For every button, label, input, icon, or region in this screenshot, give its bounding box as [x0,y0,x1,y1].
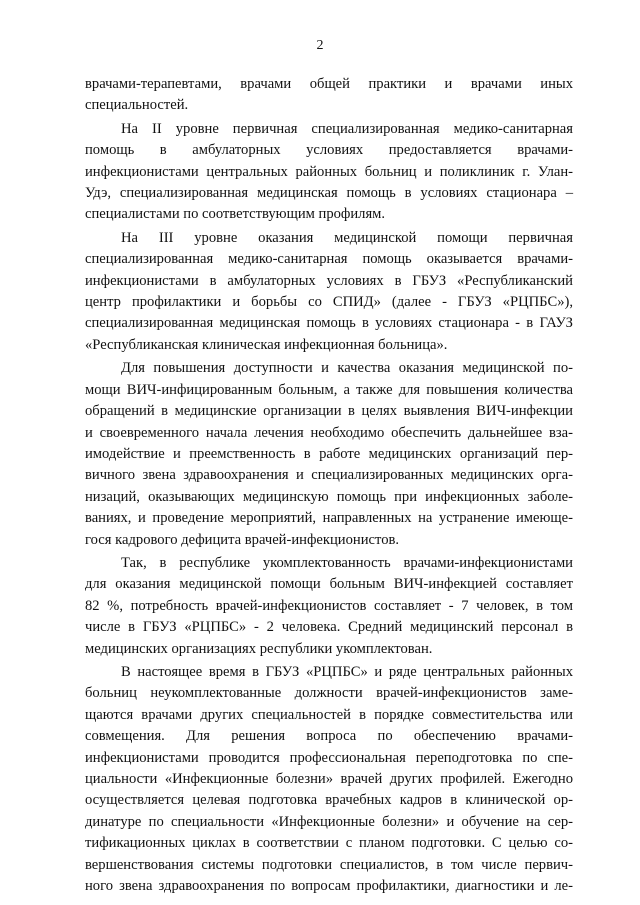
text-line: тификационных циклах в соответствии с планом подготовки. С целью со- [85,835,573,852]
paragraph [85,553,573,660]
text-line: инфекционистами проводится профессиональная переподготовка по спе- [85,749,573,766]
text-line: специализированная медицинская помощь в условиях стационара - в ГАУЗ [85,315,573,332]
text-line: специалистами по соответствующим профилям. [85,206,386,223]
text-line: центр профилактики и борьбы со СПИД» (далее - ГБУЗ «РЦПБС»), [85,294,573,311]
text-line: вичного звена здравоохранения и специализированных медицинских орга- [85,467,573,484]
text-line: В настоящее время в ГБУЗ «РЦПБС» и ряде центральных районных [121,663,573,680]
text-line: «Республиканская клиническая инфекционная больница». [85,336,448,353]
paragraph [85,662,573,897]
text-line: медицинских организациях республики укомплектован. [85,640,433,657]
text-line: обращений в медицинские организации в целях выявления ВИЧ-инфекции [85,403,573,420]
paragraph [85,358,573,551]
text-line: вершенствования системы подготовки специалистов, в том числе первич- [85,856,573,873]
document-body [85,74,573,897]
text-line: инфекционистами в амбулаторных условиях в ГБУЗ «Республиканский [85,272,573,289]
page-number: 2 [316,38,324,53]
text-line: врачами-терапевтами, врачами общей практики и врачами иных [85,76,573,92]
text-line: совмещения. Для решения вопроса по обеспечению врачами- [85,728,573,745]
text-line: 82 %, потребность врачей-инфекционистов составляет - 7 человек, в том [85,597,573,614]
paragraph [85,119,573,226]
text-line: и своевременного начала лечения необходимо обеспечить дальнейшее вза- [85,424,573,441]
text-line: мощи ВИЧ-инфицированным больным, а также для повышения количества [85,381,573,398]
text-line: гося кадрового дефицита врачей-инфекционистов. [85,531,400,548]
text-line: На II уровне первичная специализированная медико-санитарная [121,120,573,137]
paragraph [85,74,573,117]
text-line: числе в ГБУЗ «РЦПБС» - 2 человека. Средний медицинский персонал в [85,619,573,636]
text-line: Удэ, специализированная медицинская помощь в условиях стационара – [85,185,573,202]
text-line: осуществляется целевая подготовка врачебных кадров в клинической ор- [85,792,573,809]
text-line: больниц неукомплектованные должности врачей-инфекционистов заме- [85,685,573,702]
text-line: Для повышения доступности и качества оказания медицинской по- [121,360,573,377]
paragraph [85,228,573,356]
text-line: инфекционистами центральных районных больниц и поликлиник г. Улан- [85,163,573,180]
text-line: специальностей. [85,97,189,114]
text-line: динатуре по специальности «Инфекционные болезни» и обучение на сер- [85,813,573,830]
text-line: помощь в амбулаторных условиях предоставляется врачами- [85,142,573,159]
text-line: ваниях, и проведение мероприятий, направленных на устранение имеюще- [85,510,573,527]
text-line: Так, в республике укомплектованность врачами-инфекционистами [121,554,573,571]
text-line: низаций, оказывающих медицинскую помощь при инфекционных заболе- [85,488,573,505]
text-line: щаются врачами других специальностей в порядке совместительства или [85,706,573,723]
text-line: На III уровне оказания медицинской помощи первичная [121,229,573,246]
text-line: ного звена здравоохранения по вопросам профилактики, диагностики и ле- [85,878,573,895]
text-line: циальности «Инфекционные болезни» врачей других профилей. Ежегодно [85,771,573,787]
text-line: специализированная медико-санитарная помощь оказывается врачами- [85,251,573,268]
text-line: для оказания медицинской помощи больным ВИЧ-инфекцией составляет [85,576,573,593]
text-line: имодействие и преемственность в работе медицинских организаций пер- [85,445,573,462]
